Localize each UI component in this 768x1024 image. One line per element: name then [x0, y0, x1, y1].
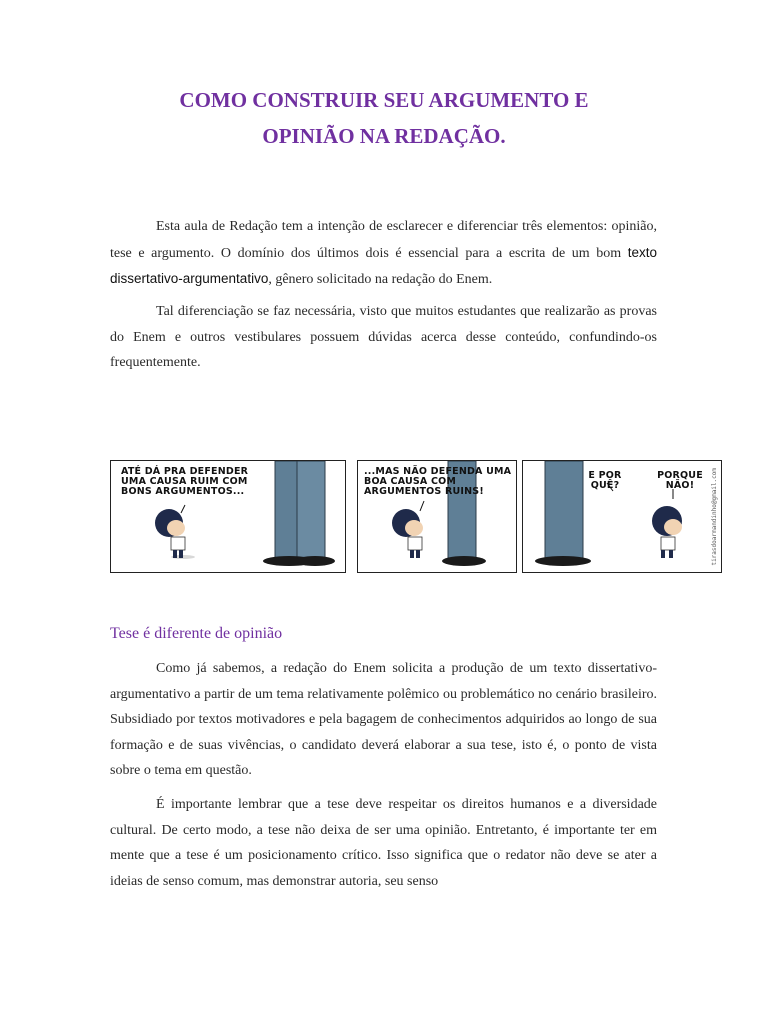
speech-bubble-1: ATÉ DÁ PRA DEFENDER UMA CAUSA RUIM COM BONS ARGUMENTOS...: [121, 466, 249, 497]
comic-panel-3: [522, 460, 722, 573]
intro-paragraph-1: [110, 214, 657, 293]
intro-p1-text-a: Esta aula de Redação tem a intenção de esclarecer e diferenciar três elementos: opinião, tese e argumento. O domínio dos últimos dois é essencial para a escrita de um bom: [110, 219, 657, 261]
page-title-line-2: OPINIÃO NA REDAÇÃO.: [262, 124, 506, 148]
comic-panel-2: [357, 460, 517, 573]
intro-p1-text-b: , gênero solicitado na redação do Enem.: [268, 272, 493, 287]
comic-credit: tirasdoarmandinho@gmail.com: [711, 468, 718, 566]
page-title-line-1: COMO CONSTRUIR SEU ARGUMENTO E: [179, 88, 589, 112]
section-paragraph-2: É importante lembrar que a tese deve respeitar os direitos humanos e a diversidade cultural. De certo modo, a tese não deixa de ser uma opinião. Entretanto, é importante ter em mente que a tese é um posicionamento crítico. Isso significa que o redator não deve se ater a ideias de senso comum, mas demonstrar autoria, seu senso: [110, 797, 657, 889]
text-dissertativo-link[interactable]: texto dissertativo-argumentativo: [110, 244, 657, 286]
section-paragraph-1: Como já sabemos, a redação do Enem solicita a produção de um texto dissertativo-argumentativo a partir de um tema relativamente polêmico ou problemático no cenário brasileiro. Subsidiado por textos motivadores e pela bagagem de conhecimentos adquiridos ao longo de sua formação e de suas vivências, o candidato deverá elaborar a sua tese, isto é, o ponto de vista sobre o tema em questão.: [110, 661, 657, 778]
speech-bubble-3-question: E POR QUÊ?: [588, 470, 622, 491]
intro-paragraph-2: Tal diferenciação se faz necessária, visto que muitos estudantes que realizarão as provas do Enem e outros vestibulares possuem dúvidas acerca desse conteúdo, confundindo-os frequentemente.: [110, 304, 657, 370]
comic-panel-1: [110, 460, 346, 573]
section-heading: Tese é diferente de opinião: [110, 625, 283, 642]
speech-bubble-2: ...MAS NÃO DEFENDA UMA BOA CAUSA COM ARGUMENTOS RUINS!: [364, 466, 512, 497]
speech-bubble-3-answer: PORQUE NÃO!: [657, 470, 703, 491]
